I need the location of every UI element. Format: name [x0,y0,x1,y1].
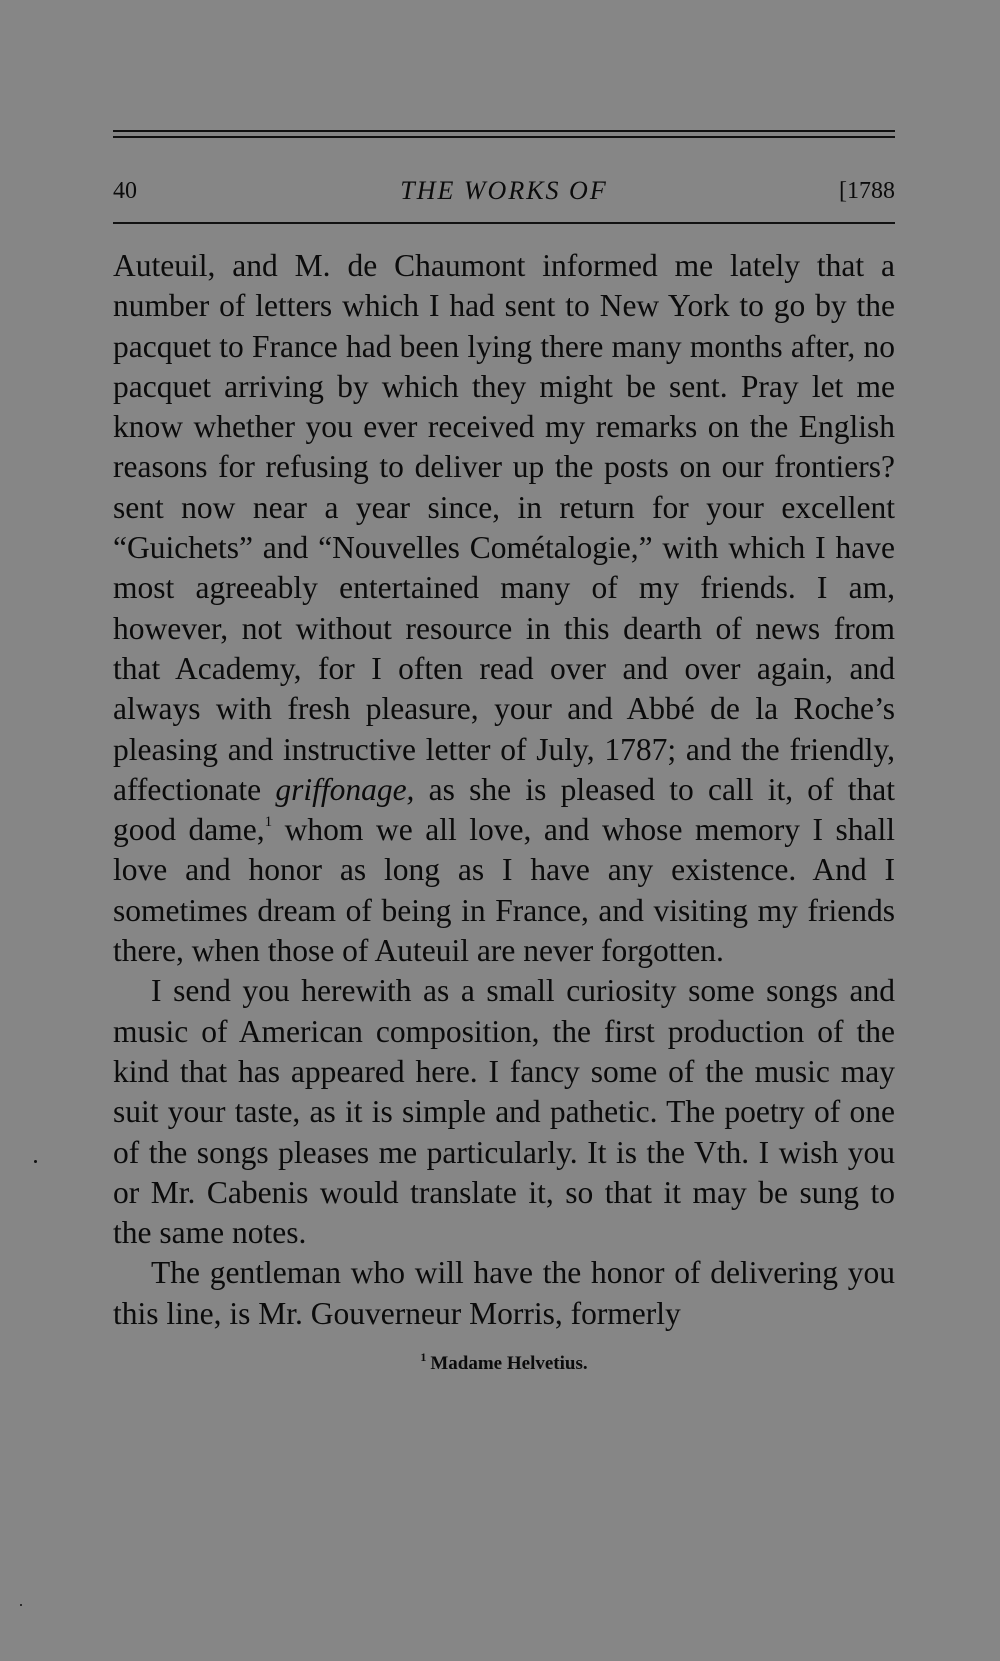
running-head [113,138,895,205]
paragraph-1-text-c: whom we all love, and whose memory I shall love and honor as long as I have any existence. And I sometimes dream of being in France, and visiting my friends there, when those of Auteuil are never forgotten. [113,812,896,969]
footnote-reference: 1 [264,814,273,831]
scan-speck [34,1160,37,1163]
paragraph-1 [113,246,895,971]
body-text [113,246,895,1334]
paragraph-2: I send you herewith as a small curiosity some songs and music of American composition, the first production of the kind that has appeared here. I fancy some of the music may suit your taste, as it is simple and pathetic. The poetry of one of the songs pleases me particularly. It is the Vth. I wish you or Mr. Cabenis would translate it, so that it may be sung to the same notes. [113,973,895,1251]
footnote-text: Madame Helvetius. [430,1353,588,1375]
paragraph-1-text-a: Auteuil, and M. de Chaumont informed me lately that a number of letters which I had sent to New York to go by the pacquet to France had been lying there many months after, no pacquet arriving by which they might be sent. Pray let me know whether you ever received my remarks on the English reasons for refusing to deliver up the posts on our frontiers? sent now near a year since, in return for your excellent “Guichets” and “Nouvelles Cométalogie,” with which I have most agreeably entertained many of my friends. I am, however, not without resource in this dearth of news from that Academy, for I often read over and over again, and always with fresh pleasure, your and Abbé de la Roche’s pleasing and instructive letter of July, 1787; and the friendly, affectionate [113,248,895,807]
header-double-rule [113,130,895,138]
scan-speck [20,1604,22,1606]
running-title: THE WORKS OF [400,176,608,205]
book-page [113,130,895,1375]
paragraph-1-text-b: as she is pleased to call it, of that good dame, [113,771,896,848]
paragraph-3: The gentleman who will have the honor of delivering you this line, is Mr. Gouverneur Morris, formerly [113,1255,895,1331]
header-rule [113,222,895,224]
page-number: 40 [113,178,137,204]
footnote-marker: 1 [420,1350,427,1365]
running-year: [1788 [839,178,895,204]
italic-word: griffonage, [275,771,415,807]
footnote [113,1350,895,1375]
